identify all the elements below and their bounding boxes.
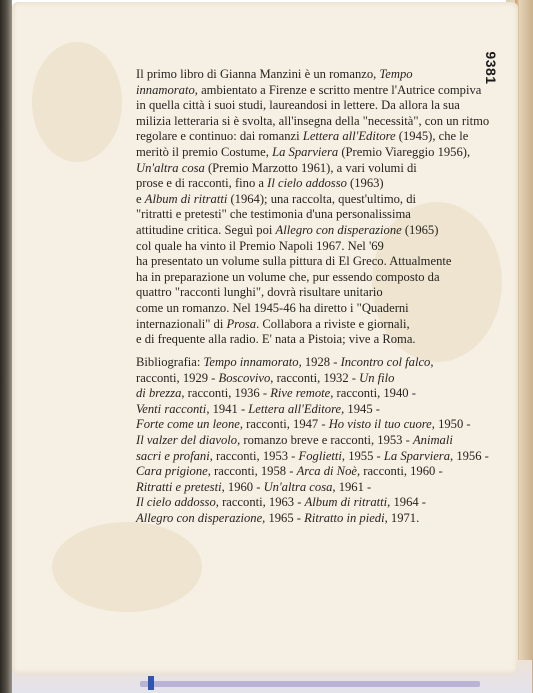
text-run: ha presentato un volume sulla pittura di El Greco. Attualmente — [136, 254, 452, 269]
italic-title-text: Ho visto il tuo cuore — [328, 417, 432, 432]
text-run: in quella città i suoi studi, laureandosi in lettere. Da allora la sua — [136, 98, 460, 113]
bio-line — [136, 113, 490, 130]
bio-line — [136, 145, 481, 161]
bibliography-line — [136, 355, 481, 371]
italic-title-text: Arca di Noè — [296, 464, 357, 479]
text-run: , 1956 - — [450, 448, 489, 463]
text-run: , 1955 - — [341, 448, 384, 463]
text-run: , racconti, 1960 - — [356, 464, 443, 479]
text-run: "ritratti e pretesti" che testimonia d'una personalissima — [136, 207, 411, 222]
bio-line — [136, 192, 481, 208]
italic-title-text: Prosa — [226, 316, 257, 331]
italic-title-text: La Sparviera — [383, 448, 451, 463]
text-run: , ambientato a Firenze e scritto mentre l'Autrice compiva — [194, 82, 482, 97]
bibliography-line — [136, 371, 481, 387]
text-run: (1963) — [346, 176, 384, 191]
text-run: col quale ha vinto il Premio Napoli 1967. Nel '69 — [136, 238, 384, 253]
bibliography-line — [136, 495, 481, 511]
bio-line — [136, 254, 481, 270]
text-run: , 1950 - — [431, 417, 471, 432]
bibliography-line — [136, 402, 481, 418]
text-run: , 1964 - — [387, 495, 426, 510]
text-run: (1945), che le — [395, 129, 469, 144]
text-run: come un romanzo. Nel 1945-46 ha diretto i "Quaderni — [136, 300, 409, 315]
text-run: regolare e continuo: dai romanzi — [136, 129, 303, 144]
bibliography-line — [136, 464, 481, 480]
text-run: , racconti, 1947 - — [239, 417, 329, 432]
italic-title-text: Un'altra cosa — [136, 160, 205, 175]
italic-title-text: sacri e profani — [136, 448, 210, 463]
text-run: quattro "racconti lunghi", dovrà risultare unitario — [136, 285, 383, 300]
text-run: , 1941 - — [206, 401, 249, 416]
italic-title-text: Il cielo addosso — [267, 176, 347, 191]
text-run: , — [430, 355, 434, 369]
italic-title-text: Foglietti — [298, 448, 342, 463]
text-run: prose e di racconti, fino a — [136, 176, 268, 191]
italic-title-text: Il valzer del diavolo — [136, 432, 238, 447]
paper-stain — [32, 42, 122, 162]
text-run: Il primo libro di Gianna Manzini è un romanzo, — [136, 67, 380, 81]
italic-title-text: Ritratto in piedi — [304, 510, 385, 525]
bio-line — [136, 129, 481, 145]
bio-line — [136, 239, 481, 255]
italic-title-text: Allegro con disperazione — [275, 222, 402, 237]
bibliography-line — [136, 480, 481, 496]
text-run: , 1965 - — [262, 510, 305, 525]
text-run: , racconti, 1953 - — [209, 448, 299, 463]
bio-line — [136, 98, 481, 114]
italic-title-text: Allegro con disperazione — [136, 510, 263, 525]
text-run: , racconti, 1940 - — [330, 386, 416, 401]
text-run: internazionali" di — [136, 316, 227, 331]
author-biography — [136, 67, 490, 348]
bio-line — [136, 285, 481, 301]
bio-line — [136, 317, 481, 333]
text-run: , 1960 - — [221, 479, 264, 494]
italic-title-text: Album di ritratti — [304, 495, 388, 510]
bibliography-section — [136, 355, 489, 527]
italic-title-text: Rive remote — [270, 386, 331, 401]
text-run: , racconti, 1936 - — [181, 386, 271, 401]
italic-title-text: Ritratti e pretesti — [136, 479, 222, 494]
italic-title-text: La Sparviera — [272, 144, 339, 159]
bio-line — [136, 161, 481, 177]
italic-title-text: Un filo — [359, 370, 395, 385]
text-run: , romanzo breve e racconti, 1953 - — [237, 432, 413, 447]
text-run: , racconti, 1932 - — [270, 370, 360, 385]
italic-title-text: Forte come un leone — [136, 417, 240, 432]
bio-line — [136, 83, 481, 99]
text-run: meritò il premio Costume, — [136, 144, 273, 159]
bibliography-line — [136, 433, 481, 449]
text-run: e — [136, 191, 145, 206]
italic-title-text: innamorato — [136, 82, 195, 97]
bio-line — [136, 223, 481, 239]
text-run: ha in preparazione un volume che, pur essendo composto da — [136, 269, 440, 284]
italic-title-text: Boscovivo — [218, 370, 271, 385]
text-run: e di frequente alla radio. E' nata a Pistoia; vive a Roma. — [136, 332, 416, 347]
text-run: racconti, 1929 - — [136, 370, 219, 385]
italic-title-text: Album di ritratti — [144, 191, 228, 206]
bio-line — [136, 332, 481, 348]
paper-stain — [52, 522, 202, 612]
bibliography-line — [136, 448, 489, 465]
text-run: (1964); una raccolta, quest'ultimo, di — [227, 191, 417, 206]
text-run: , 1945 - — [341, 401, 380, 416]
italic-title-text: Venti racconti — [136, 401, 207, 416]
library-code-text: 9381 — [483, 51, 499, 85]
italic-title-text: Animali — [412, 432, 453, 447]
italic-title-text: Lettera all'Editore — [248, 401, 342, 416]
italic-title-text: Il cielo addosso — [136, 495, 216, 510]
text-run: , racconti, 1958 - — [207, 464, 297, 479]
text-run: milizia letteraria si è svolta, all'insegna della "necessità", con un ritmo — [136, 113, 490, 128]
purple-tab-mark — [140, 681, 480, 687]
text-run: , 1961 - — [332, 479, 372, 494]
scan-shadow-edge — [0, 0, 12, 693]
bibliography-line — [136, 511, 481, 527]
bio-line — [136, 301, 481, 317]
text-run: (Premio Marzotto 1961), a vari volumi di — [204, 160, 417, 175]
library-code-stamp — [480, 46, 502, 90]
bio-line — [136, 207, 481, 223]
bio-line — [136, 176, 481, 192]
blue-tab-mark — [148, 676, 154, 690]
bio-line — [136, 67, 481, 83]
italic-title-text: Tempo — [379, 67, 413, 81]
italic-title-text: Tempo innamorato — [203, 355, 299, 369]
text-run: . Collabora a riviste e giornali, — [256, 316, 410, 331]
italic-title-text: Un'altra cosa — [263, 479, 333, 494]
italic-title-text: Cara prigione — [136, 464, 208, 479]
bibliography-line — [136, 417, 481, 433]
italic-title-text: di brezza — [136, 386, 182, 401]
italic-title-text: Lettera all'Editore — [302, 129, 396, 144]
text-run: , racconti, 1963 - — [215, 495, 305, 510]
text-run: , 1971. — [384, 510, 420, 525]
bio-line — [136, 270, 481, 286]
text-run: (Premio Viareggio 1956), — [338, 144, 471, 159]
bibliography-line — [136, 386, 481, 402]
text-run: , 1928 - — [298, 355, 341, 369]
italic-title-text: Incontro col falco — [340, 355, 431, 369]
text-run: (1965) — [401, 222, 439, 237]
text-run: attitudine critica. Seguì poi — [136, 222, 276, 237]
text-run: Bibliografia: — [136, 355, 204, 369]
